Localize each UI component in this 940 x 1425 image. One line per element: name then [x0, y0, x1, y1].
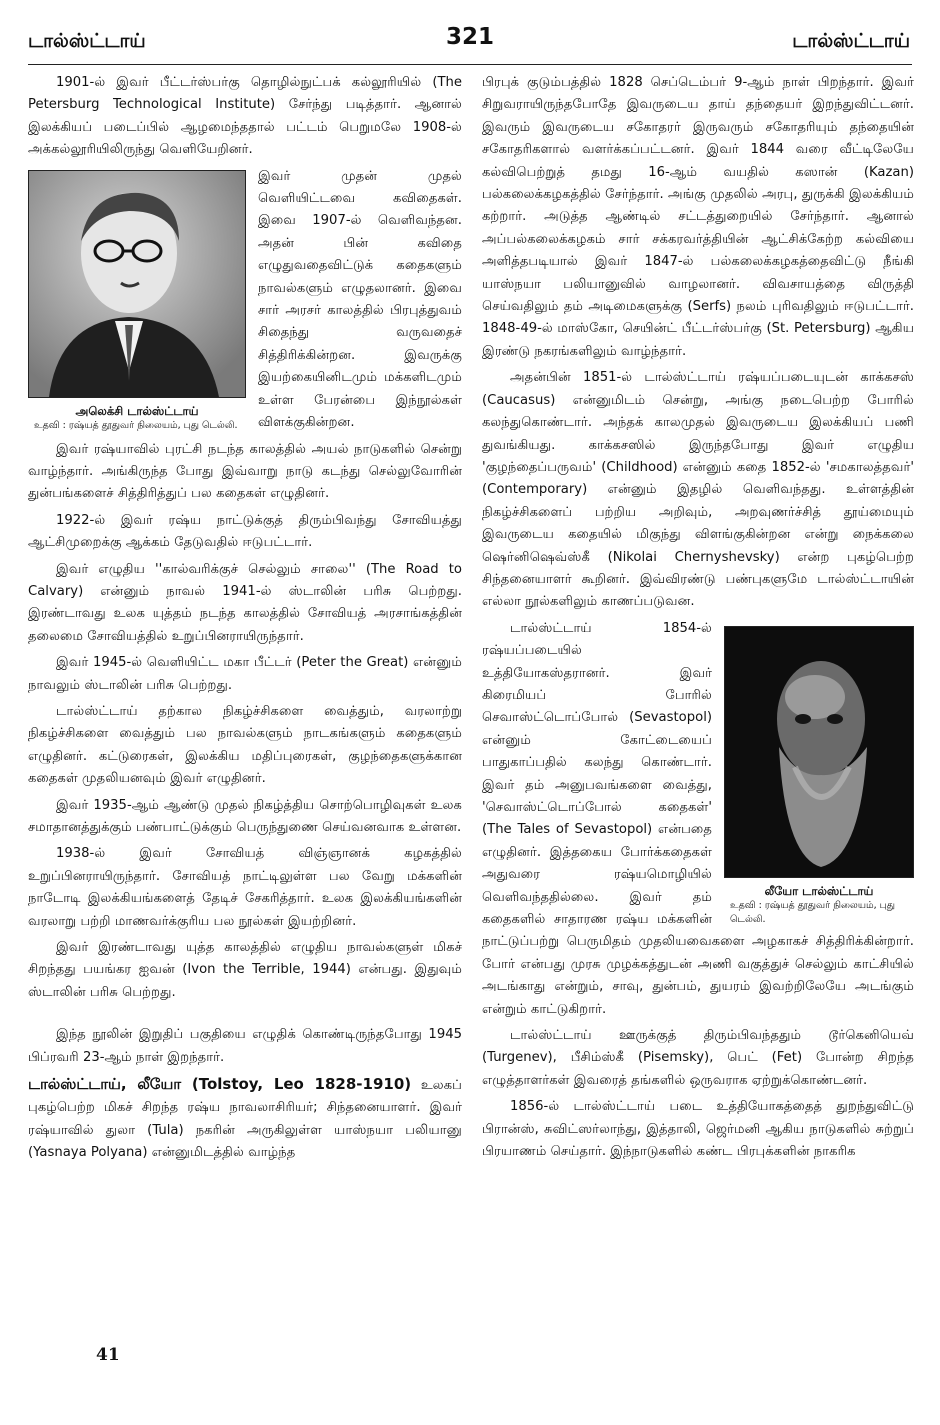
figure-caption: லீயோ டால்ஸ்ட்டாய் — [764, 883, 874, 898]
paragraph: இவர் 1935-ஆம் ஆண்டு முதல் நிகழ்த்திய சொற்பொழிவுகள் உலக சமாதானத்துக்கும் பண்பாட்டுக்கும் பெருந்துணை செய்வனவாக உள்ளன. — [28, 797, 462, 835]
paragraph: டால்ஸ்ட்டாய் 1854-ல் ரஷ்யப்படையில் உத்தியோகஸ்தரானர். இவர் கிரைமியப் போரில் செவாஸ்ட்டொப்போல் (Sevastopol) என்னும் கோட்டையைப் பாதுகாப்பதில் கலந்து கொண்டார். இவர் தம் அனுபவங்களை வைத்து, 'செவாஸ்ட்டொப்போல் கதைகள்' (The Tales of Sevastopol) என்பதை எழுதினர். இத்தகைய போர்க்கதைகள் அதுவரை ரஷ்யமொழியில் வெளிவந்ததில்லை. இவர் தம் கதைகளில் சாதாரண ரஷ்ய மக்களின் நாட்டுப்பற்று பெருமிதம் முதலியவைகளை அழகாகச் சித்திரிக்கின்றார். போர் என்பது முரசு முழக்கத்துடன் அணி வகுத்துச் செல்லும் காட்சியில் அடங்காது என்றும், சாவு, துன்பம், துயரம் இவற்றிலேயே அடங்கும் என்றும் காட்டுகிறார். — [482, 620, 914, 1017]
paragraph: இவர் 1945-ல் வெளியிட்ட மகா பீட்டர் (Peter the Great) என்னும் நாவலும் ஸ்டாலின் பரிசு பெற்றது. — [28, 655, 462, 693]
paragraph: டால்ஸ்ட்டாய் ஊருக்குத் திரும்பிவந்ததும் டூர்கெனியெவ் (Turgenev), பீசிம்ஸ்கீ (Pisemsky), பெட் (Fet) போன்ற சிறந்த எழுத்தாளர்கள் இவரைத் தங்களில் ஒருவராக ஏற்றுக்கொண்டனர். — [482, 1028, 914, 1088]
page-header — [0, 22, 940, 62]
running-head-right: டால்ஸ்ட்டாய் — [792, 30, 910, 52]
entry-heading: டால்ஸ்ட்டாய், லீயோ (Tolstoy, Leo 1828-1910) — [28, 1075, 412, 1094]
entry-text: உலகப் புகழ்பெற்ற மிகச் சிறந்த ரஷ்ய நாவலாசிரியர்; சிந்தனையாளர். இவர் ரஷ்யாவில் துலா (Tula) நகரின் அருகிலுள்ள யாஸ்நயா பலியானு (Yasnaya Polyana) என்னுமிடத்தில் வாழ்ந்த — [28, 1078, 462, 1161]
figure-leo-tolstoy — [724, 626, 914, 927]
paragraph: 1922-ல் இவர் ரஷ்ய நாட்டுக்குத் திரும்பிவந்து சோவியத்து ஆட்சிமுறைக்கு ஆக்கம் தேடுவதில் ஈடுபட்டார். — [28, 512, 462, 551]
column-left — [28, 72, 462, 1169]
page-number: 321 — [445, 24, 494, 50]
running-head-left: டால்ஸ்ட்டாய் — [28, 30, 146, 52]
paragraph: பிரபுக் குடும்பத்தில் 1828 செப்டெம்பர் 9-ஆம் நாள் பிறந்தார். இவர் சிறுவராயிருந்தபோதே இவருடைய தாய் தந்தையர் இறந்துவிட்டனர். இவரும் இவருடைய சகோதரர் இருவரும் சகோதரியும் தந்தையின் சகோதரிகளால் வளர்க்கப்பட்டனர். இவர் 1844 வரை வீட்டிலேயே கல்விபெற்றுத் தமது 16-ஆம் வயதில் கஸான் (Kazan) பல்கலைக்கழகத்தில் சேர்ந்தார். அங்கு முதலில் அரபு, துருக்கி இலக்கியம் கற்றார். அடுத்த ஆண்டில் சட்டத்துறையில் சேர்ந்தார். ஆனால் அப்பல்கலைக்கழகம் சார் சக்கரவர்த்தியின் ஆட்சிக்கேற்ற கல்வியை அளித்தபடியால் இவர் 1847-ல் பல்கலைக்கழகத்தைவிட்டு நீங்கி யாஸ்நயா பலியானுவில் வாழலானர். விவசாயத்தை விருத்தி செய்வதிலும் தம் அடிமைகளுக்கு (Serfs) நலம் புரிவதிலும் ஈடுபட்டார். 1848-49-ல் மாஸ்கோ, செயின்ட் பீட்டர்ஸ்பர்கு (St. Petersburg) ஆகிய இரண்டு நகரங்களிலும் வாழ்ந்தார். — [482, 75, 914, 359]
figure-credit: உதவி : ரஷ்யத் தூதுவர் நிலையம், புது டெல்லி. — [730, 899, 895, 925]
figure-alexei-tolstoy — [28, 170, 246, 433]
footer-page-number: 41 — [96, 1345, 120, 1365]
paragraph: 1856-ல் டால்ஸ்ட்டாய் படை உத்தியோகத்தைத் துறந்துவிட்டு பிரான்ஸ், சுவிட்ஸர்லாந்து, இத்தாலி, ஜெர்மனி ஆகிய நாடுகளில் சுற்றுப் பிரயாணம் செய்தார். இந்நாடுகளில் கண்ட பிரபுக்களின் நாகரிக — [482, 1099, 914, 1160]
paragraph: இந்த நூலின் இறுதிப் பகுதியை எழுதிக் கொண்டிருந்தபோது 1945 பிப்ரவரி 23-ஆம் நாள் இறந்தார். — [28, 1027, 462, 1065]
paragraph: அதன்பின் 1851-ல் டால்ஸ்ட்டாய் ரஷ்யப்படையுடன் காக்கசஸ் (Caucasus) என்னுமிடம் சென்று, அங்கு நடைபெற்ற போரில் கலந்துகொண்டார். அந்தக் காலமுதல் இவருடைய இலக்கியப் பணி துவங்கியது. காக்கசஸில் இருந்தபோது இவர் எழுதிய 'குழந்தைப்பருவம்' (Childhood) என்னும் கதை 1852-ல் 'சமகாலத்தவர்' (Contemporary) என்னும் இதழில் வெளிவந்தது. உள்ளத்தின் நிகழ்ச்சிகளைப் பற்றிய அறிவும், அறவுணர்ச்சித் தூய்மையும் இவருடைய கதையில் மிகுந்து விளங்குகின்றன என்று நைக்கலை ஷெர்னிஷெவ்ஸ்கீ (Nikolai Chernyshevsky) என்ற புகழ்பெற்ற சிந்தனையாளர் கூறினர். இவ்விரண்டு பண்புகளுமே டால்ஸ்ட்டாயின் எல்லா நூல்களிலும் காணப்படுவன. — [482, 370, 914, 610]
paragraph: இவர் எழுதிய ''கால்வரிக்குச் செல்லும் சாலை'' (The Road to Calvary) என்னும் நாவல் 1941-ல் ஸ்டாலின் பரிசு பெற்றது. இரண்டாவது உலக யுத்தம் நடந்த காலத்தில் சோவியத் அரசாங்கத்தின் தலைமை சோவியத்தில் உறுப்பினராயிருந்தார். — [28, 561, 462, 644]
figure-credit: உதவி : ரஷ்யத் தூதுவர் நிலையம், புது டெல்லி. — [34, 419, 238, 431]
column-right — [482, 72, 914, 1168]
paragraph: 1938-ல் இவர் சோவியத் விஞ்ஞானக் கழகத்தில் உறுப்பினராயிருந்தார். சோவியத் நாட்டிலுள்ள பல வேறு மக்களின் நாடோடி இலக்கியங்களைத் தேடிச் சேகரித்தார். உலக இலக்கியங்களின் வரலாறு பற்றி மாணவர்க்குரிய பல நூல்கள் இயற்றினர். — [28, 846, 462, 929]
portrait-photo — [724, 626, 914, 878]
paragraph: இவர் இரண்டாவது யுத்த காலத்தில் எழுதிய நாவல்களுள் மிகச் சிறந்தது பயங்கர ஐவன் (Ivon the Terrible, 1944) என்பது. இதுவும் ஸ்டாலின் பரிசு பெற்றது. — [28, 940, 462, 1000]
paragraph: டால்ஸ்ட்டாய் தற்கால நிகழ்ச்சிகளை வைத்தும், வரலாற்று நிகழ்ச்சிகளை வைத்தும் பல நாவல்களும் நாடகங்களும் கதைகளும் எழுதினர். கட்டுரைகள், இலக்கிய மதிப்புரைகள், குழந்தைகளுக்கான கதைகள் முதலியனவும் இவர் எழுதினர். — [28, 703, 462, 787]
portrait-photo — [28, 170, 246, 398]
paragraph: இவர் ரஷ்யாவில் புரட்சி நடந்த காலத்தில் அயல் நாடுகளில் சென்று வாழ்ந்தார். அங்கிருந்த போது இவ்வாறு நாடு கடந்து செல்லுவோரின் துன்பங்களைச் சித்திரித்துப் பல கதைகள் எழுதினர். — [28, 441, 462, 502]
entry-paragraph — [28, 1073, 462, 1165]
figure-caption: அலெக்சி டால்ஸ்ட்டாய் — [75, 403, 199, 418]
paragraph: இவர் முதன் முதல் வெளியிட்டவை கவிதைகள். இவை 1907-ல் வெளிவந்தன. அதன் பின் கவிதை எழுதுவதைவிட்டுக் கதைகளும் நாவல்களும் எழுதலானர். இவை சார் அரசர் காலத்தில் பிரபுத்துவம் சிதைந்து வருவதைச் சித்திரிக்கின்றன. இவருக்கு இயற்கையினிடமும் மக்களிடமும் உள்ள பேரன்பை இந்நூல்கள் விளக்குகின்றன. — [258, 168, 462, 431]
header-rule — [28, 64, 912, 65]
paragraph: 1901-ல் இவர் பீட்டர்ஸ்பர்கு தொழில்நுட்பக் கல்லூரியில் (The Petersburg Technological Institute) சேர்ந்து படித்தார். ஆனால் இலக்கியப் படைப்பில் ஆழமைந்ததால் பட்டம் பெறுமலே 1908-ல் அக்கல்லூரியிலிருந்து வெளியேறினர். — [28, 75, 462, 158]
